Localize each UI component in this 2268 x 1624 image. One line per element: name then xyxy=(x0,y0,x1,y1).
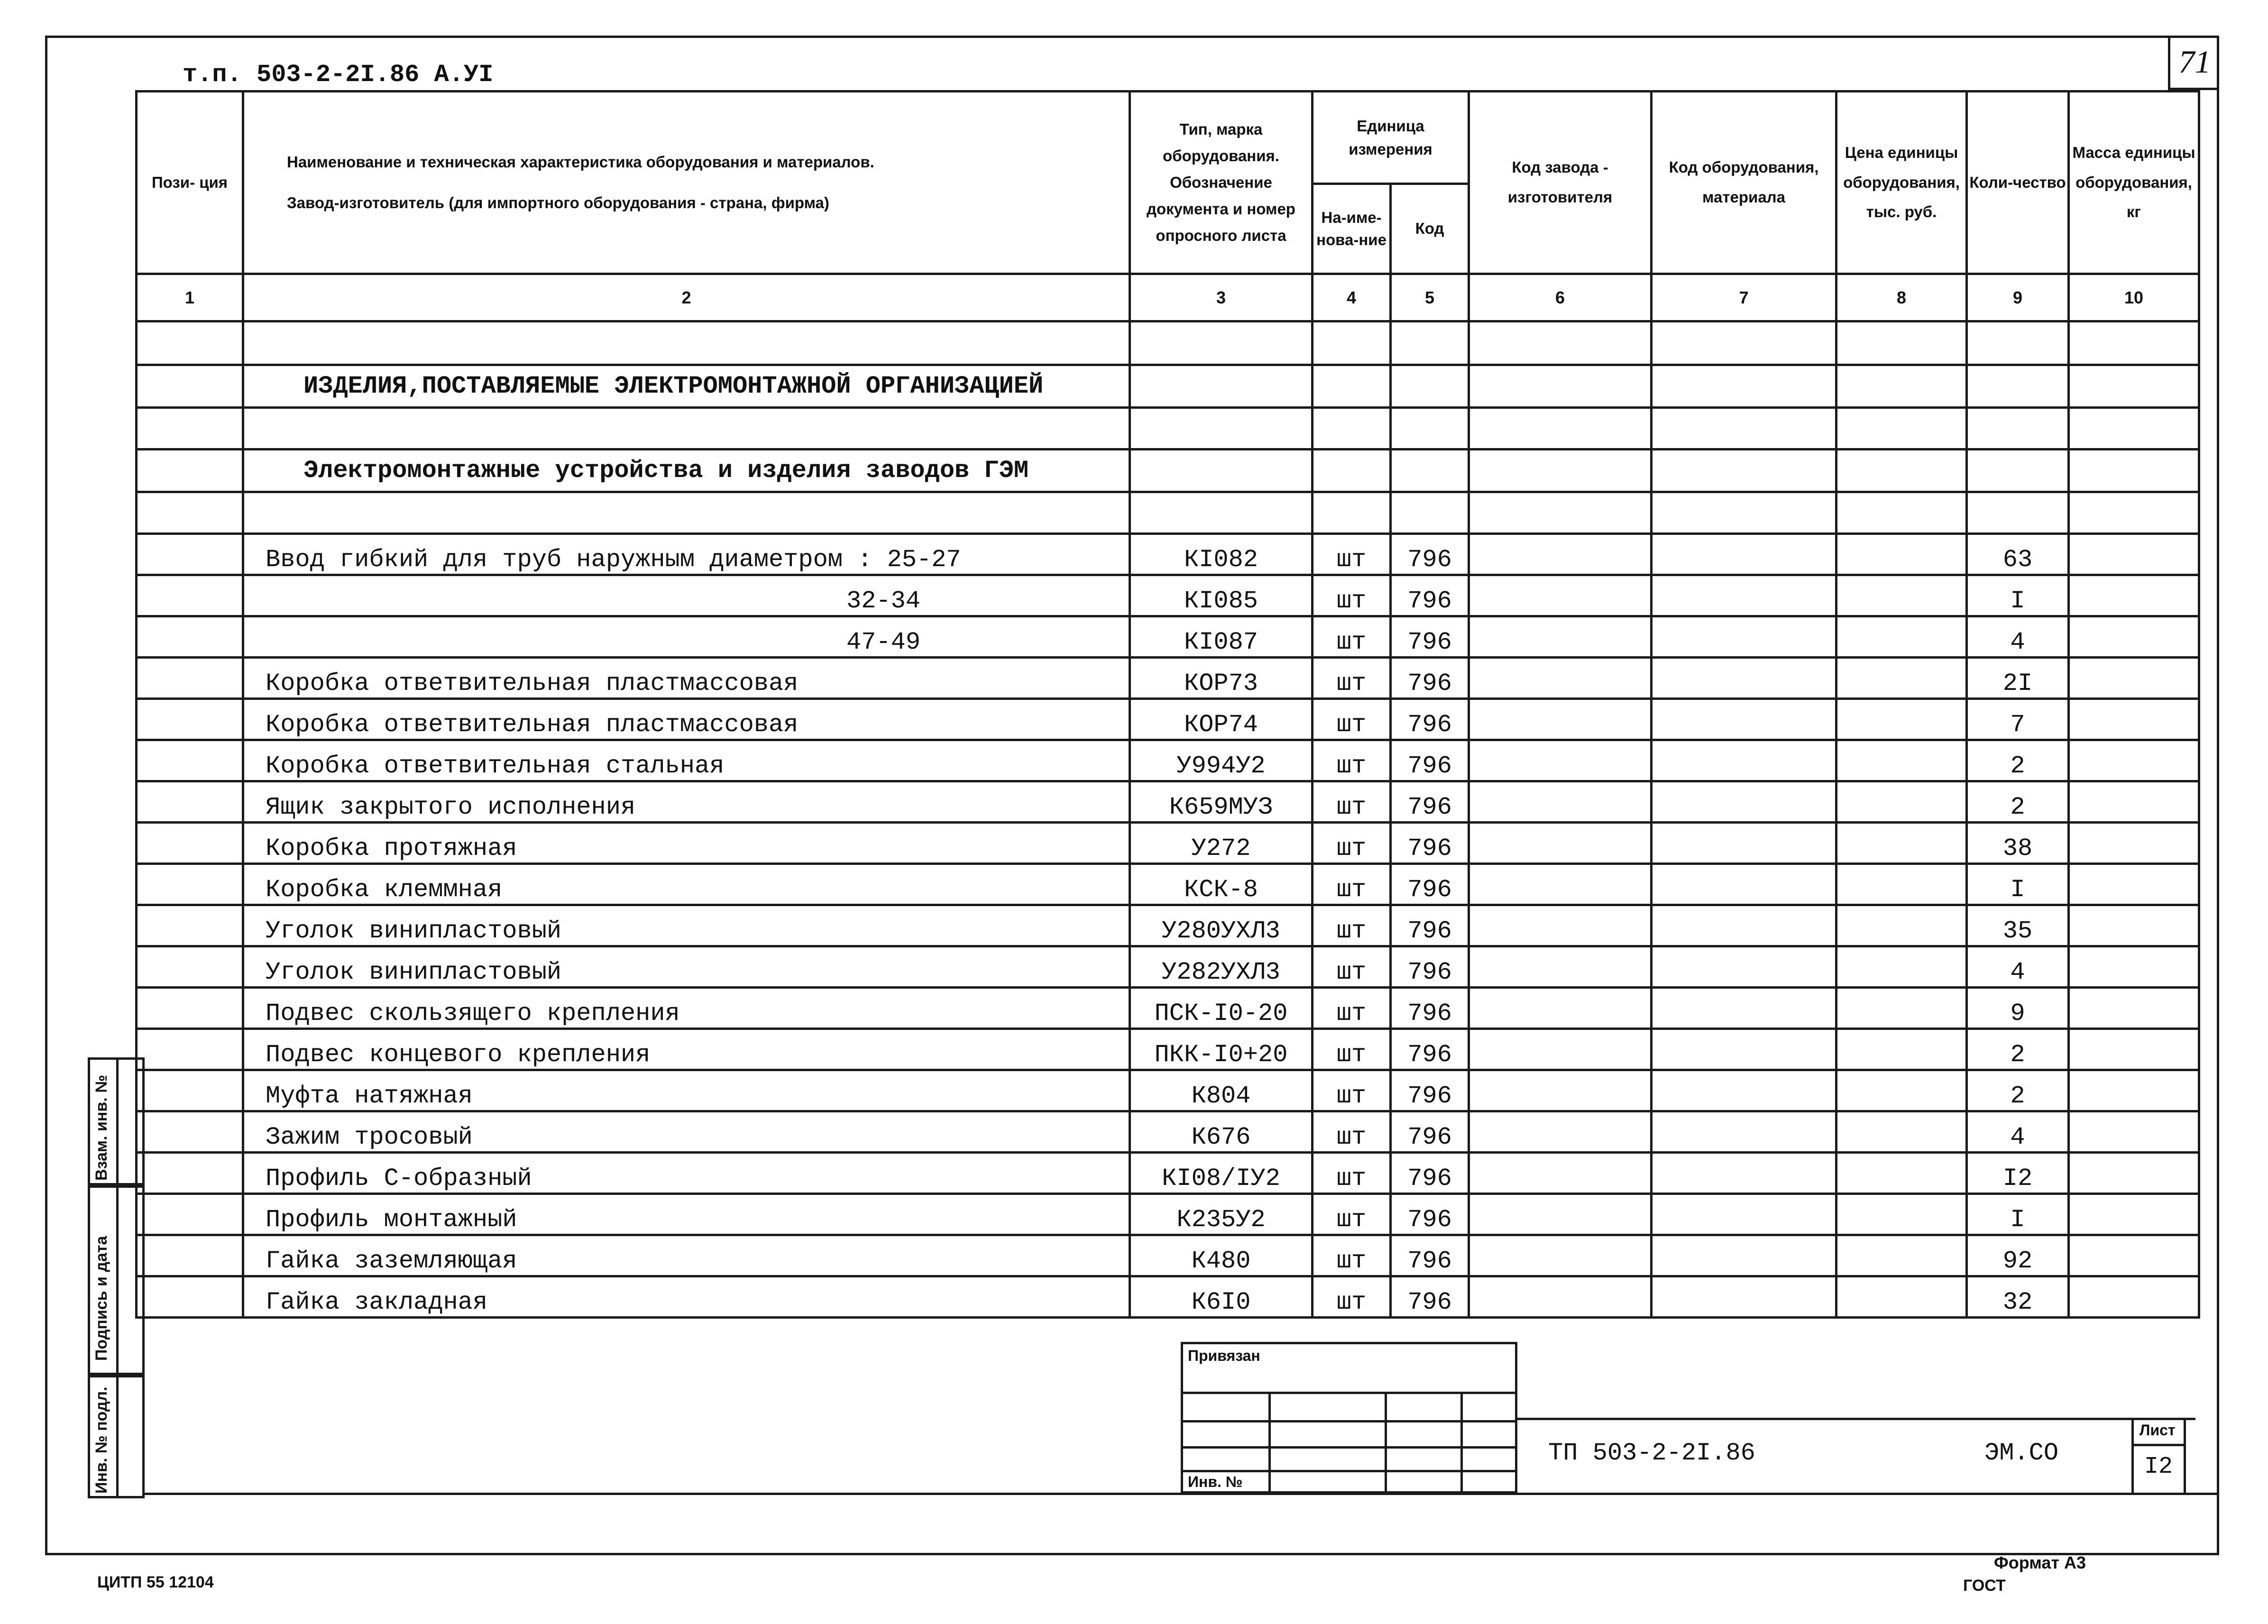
cell-pos xyxy=(137,1194,243,1235)
cell-mass xyxy=(2069,1235,2199,1276)
table-row xyxy=(137,1276,2199,1318)
table-row xyxy=(137,946,2199,988)
cell-code: 796 xyxy=(1391,658,1469,699)
cell-name: Гайка заземляющая xyxy=(243,1235,1130,1276)
cell-pos xyxy=(137,864,243,905)
cell-mass xyxy=(2069,946,2199,988)
table-row xyxy=(137,1153,2199,1194)
cell-price xyxy=(1836,658,1967,699)
privyazan-label: Привязан xyxy=(1188,1347,1260,1364)
cell-pos xyxy=(137,1029,243,1070)
cell-factory-code xyxy=(1469,658,1652,699)
col-header-price: Цена единицы оборудования, тыс. руб. xyxy=(1836,92,1967,274)
sheet-number: I2 xyxy=(2144,1453,2173,1480)
cell-mass xyxy=(2069,699,2199,740)
cell-unit: шт xyxy=(1313,823,1391,864)
cell-factory-code xyxy=(1469,1111,1652,1153)
blank-row xyxy=(137,321,2199,365)
inv-no-label: Инв. № xyxy=(1188,1473,1243,1490)
cell-name: Подвес концевого крепления xyxy=(243,1029,1130,1070)
table-row xyxy=(137,616,2199,658)
cell-factory-code xyxy=(1469,781,1652,823)
cell-qty: 2 xyxy=(1967,1029,2069,1070)
cell-code: 796 xyxy=(1391,864,1469,905)
table-row xyxy=(137,575,2199,616)
cell-price xyxy=(1836,1235,1967,1276)
cell-name: Коробка клеммная xyxy=(243,864,1130,905)
cell-code: 796 xyxy=(1391,1029,1469,1070)
cell-name: Уголок винипластовый xyxy=(243,946,1130,988)
drawing-code-header: т.п. 503-2-2I.86 А.УI xyxy=(183,61,494,89)
cell-type: К6I0 xyxy=(1130,1276,1313,1318)
cell-mass xyxy=(2069,534,2199,575)
section-title-row xyxy=(137,365,2199,408)
cell-qty: 2 xyxy=(1967,1070,2069,1111)
cell-pos xyxy=(137,1276,243,1318)
cell-type: КI08/IУ2 xyxy=(1130,1153,1313,1194)
cell-price xyxy=(1836,1070,1967,1111)
cell-qty: 9 xyxy=(1967,988,2069,1029)
cell-equip-code xyxy=(1652,699,1836,740)
cell-unit: шт xyxy=(1313,1194,1391,1235)
cell-unit: шт xyxy=(1313,658,1391,699)
cell-code: 796 xyxy=(1391,699,1469,740)
sheet-box xyxy=(2131,1418,2186,1494)
cell-name: 32-34 xyxy=(243,575,1130,616)
cell-factory-code xyxy=(1469,823,1652,864)
col-number: 6 xyxy=(1469,274,1652,321)
cell-price xyxy=(1836,905,1967,946)
cell-mass xyxy=(2069,905,2199,946)
cell-unit: шт xyxy=(1313,1029,1391,1070)
cell-mass xyxy=(2069,1276,2199,1318)
cell-type: КОР74 xyxy=(1130,699,1313,740)
cell-qty: 4 xyxy=(1967,946,2069,988)
column-numbers-row xyxy=(137,274,2199,321)
header-row-top xyxy=(137,92,2199,184)
cell-factory-code xyxy=(1469,905,1652,946)
table-row xyxy=(137,864,2199,905)
cell-pos xyxy=(137,616,243,658)
table-row xyxy=(137,823,2199,864)
cell-unit: шт xyxy=(1313,988,1391,1029)
cell-name: Муфта натяжная xyxy=(243,1070,1130,1111)
cell-type: КОР73 xyxy=(1130,658,1313,699)
cell-equip-code xyxy=(1652,1111,1836,1153)
cell-unit: шт xyxy=(1313,1111,1391,1153)
cell-type: КСК-8 xyxy=(1130,864,1313,905)
cell-type: КI085 xyxy=(1130,575,1313,616)
cell-unit: шт xyxy=(1313,575,1391,616)
cell-mass xyxy=(2069,575,2199,616)
cell-name: Коробка ответвительная пластмассовая xyxy=(243,699,1130,740)
cell-code: 796 xyxy=(1391,823,1469,864)
cell-factory-code xyxy=(1469,1153,1652,1194)
cell-equip-code xyxy=(1652,740,1836,781)
cell-qty: 2 xyxy=(1967,740,2069,781)
cell-mass xyxy=(2069,1153,2199,1194)
cell-pos xyxy=(137,905,243,946)
page-number-box xyxy=(2168,38,2219,90)
cell-factory-code xyxy=(1469,740,1652,781)
cell-price xyxy=(1836,1153,1967,1194)
cell-code: 796 xyxy=(1391,781,1469,823)
cell-mass xyxy=(2069,1070,2199,1111)
cell-code: 796 xyxy=(1391,616,1469,658)
privyazan-block xyxy=(1181,1342,1517,1494)
cell-type: КI082 xyxy=(1130,534,1313,575)
cell-equip-code xyxy=(1652,534,1836,575)
cell-qty: I2 xyxy=(1967,1153,2069,1194)
cell-name: Подвес скользящего крепления xyxy=(243,988,1130,1029)
cell-factory-code xyxy=(1469,699,1652,740)
cell-pos xyxy=(137,1235,243,1276)
cell-mass xyxy=(2069,616,2199,658)
cell-price xyxy=(1836,1194,1967,1235)
cell-code: 796 xyxy=(1391,1235,1469,1276)
cell-pos xyxy=(137,740,243,781)
cell-pos xyxy=(137,534,243,575)
cell-factory-code xyxy=(1469,1070,1652,1111)
cell-factory-code xyxy=(1469,864,1652,905)
cell-type: ПКК-I0+20 xyxy=(1130,1029,1313,1070)
cell-unit: шт xyxy=(1313,699,1391,740)
cell-mass xyxy=(2069,658,2199,699)
col-number: 10 xyxy=(2069,274,2199,321)
cell-price xyxy=(1836,864,1967,905)
cell-factory-code xyxy=(1469,988,1652,1029)
cell-unit: шт xyxy=(1313,781,1391,823)
cell-equip-code xyxy=(1652,946,1836,988)
cell-qty: 35 xyxy=(1967,905,2069,946)
cell-equip-code xyxy=(1652,1235,1836,1276)
cell-code: 796 xyxy=(1391,988,1469,1029)
cell-equip-code xyxy=(1652,864,1836,905)
cell-pos xyxy=(137,946,243,988)
cell-factory-code xyxy=(1469,1235,1652,1276)
cell-qty: I xyxy=(1967,864,2069,905)
table-row xyxy=(137,534,2199,575)
table-row xyxy=(137,781,2199,823)
cell-name: Уголок винипластовый xyxy=(243,905,1130,946)
cell-equip-code xyxy=(1652,1194,1836,1235)
cell-qty: 92 xyxy=(1967,1235,2069,1276)
cell-mass xyxy=(2069,1111,2199,1153)
cell-name: Зажим тросовый xyxy=(243,1111,1130,1153)
blank-row xyxy=(137,492,2199,534)
cell-type: ПСК-I0-20 xyxy=(1130,988,1313,1029)
cell-price xyxy=(1836,534,1967,575)
doc-mark: ЭМ.СО xyxy=(1984,1439,2059,1467)
cell-equip-code xyxy=(1652,1029,1836,1070)
cell-equip-code xyxy=(1652,616,1836,658)
col-header-mass: Масса единицы оборудования, кг xyxy=(2069,92,2199,274)
table-row xyxy=(137,905,2199,946)
cell-code: 796 xyxy=(1391,1070,1469,1111)
cell-name: Коробка ответвительная пластмассовая xyxy=(243,658,1130,699)
col-header-equip-code: Код оборудования, материала xyxy=(1652,92,1836,274)
cell-qty: 7 xyxy=(1967,699,2069,740)
cell-factory-code xyxy=(1469,616,1652,658)
cell-code: 796 xyxy=(1391,575,1469,616)
cell-price xyxy=(1836,575,1967,616)
table-row xyxy=(137,1029,2199,1070)
cell-unit: шт xyxy=(1313,1235,1391,1276)
cell-price xyxy=(1836,1029,1967,1070)
cell-mass xyxy=(2069,1029,2199,1070)
gost-label: ГОСТ xyxy=(1963,1577,2006,1594)
col-header-pos: Пози- ция xyxy=(137,92,243,274)
cell-qty: 63 xyxy=(1967,534,2069,575)
cell-mass xyxy=(2069,1194,2199,1235)
col-header-unit-name: На-име-нова-ние xyxy=(1313,184,1391,274)
col-number: 5 xyxy=(1391,274,1469,321)
cell-type: К804 xyxy=(1130,1070,1313,1111)
cell-unit: шт xyxy=(1313,946,1391,988)
cell-code: 796 xyxy=(1391,1153,1469,1194)
cell-type: К235У2 xyxy=(1130,1194,1313,1235)
cell-pos xyxy=(137,1111,243,1153)
subsection-title-row xyxy=(137,450,2199,492)
cell-mass xyxy=(2069,988,2199,1029)
cell-qty: 38 xyxy=(1967,823,2069,864)
cell-unit: шт xyxy=(1313,864,1391,905)
cell-factory-code xyxy=(1469,575,1652,616)
cell-mass xyxy=(2069,781,2199,823)
table-row xyxy=(137,1235,2199,1276)
page-number: 71 xyxy=(2178,44,2211,80)
cell-price xyxy=(1836,699,1967,740)
col-header-factory-code: Код завода - изготовителя xyxy=(1469,92,1652,274)
cell-name: Профиль монтажный xyxy=(243,1194,1130,1235)
cell-qty: I xyxy=(1967,575,2069,616)
col-number: 7 xyxy=(1652,274,1836,321)
cell-code: 796 xyxy=(1391,905,1469,946)
col-number: 3 xyxy=(1130,274,1313,321)
cell-name: Коробка протяжная xyxy=(243,823,1130,864)
cell-type: У280УХЛ3 xyxy=(1130,905,1313,946)
table-row xyxy=(137,1070,2199,1111)
cell-pos xyxy=(137,1070,243,1111)
col-header-qty: Коли-чество xyxy=(1967,92,2069,274)
cell-code: 796 xyxy=(1391,946,1469,988)
cell-code: 796 xyxy=(1391,534,1469,575)
table-row xyxy=(137,699,2199,740)
cell-qty: 2I xyxy=(1967,658,2069,699)
cell-pos xyxy=(137,781,243,823)
cell-equip-code xyxy=(1652,905,1836,946)
col-number: 1 xyxy=(137,274,243,321)
cell-price xyxy=(1836,946,1967,988)
cell-unit: шт xyxy=(1313,616,1391,658)
sheet-label: Лист xyxy=(2139,1422,2176,1439)
blank-row xyxy=(137,408,2199,450)
col-number: 9 xyxy=(1967,274,2069,321)
cell-type: У272 xyxy=(1130,823,1313,864)
cell-type: У994У2 xyxy=(1130,740,1313,781)
cell-qty: I xyxy=(1967,1194,2069,1235)
cell-equip-code xyxy=(1652,1070,1836,1111)
table-row xyxy=(137,740,2199,781)
cell-price xyxy=(1836,740,1967,781)
cell-qty: 2 xyxy=(1967,781,2069,823)
cell-type: К676 xyxy=(1130,1111,1313,1153)
section-title: ИЗДЕЛИЯ,ПОСТАВЛЯЕМЫЕ ЭЛЕКТРОМОНТАЖНОЙ ОРГАНИЗАЦИЕЙ xyxy=(243,365,1130,408)
table-row xyxy=(137,658,2199,699)
col-header-name: Наименование и техническая характеристика оборудования и материалов. Завод-изготовитель (для импортного оборудования - страна, фирма) xyxy=(243,92,1130,274)
cell-pos xyxy=(137,1153,243,1194)
cell-qty: 4 xyxy=(1967,1111,2069,1153)
cell-pos xyxy=(137,658,243,699)
cell-unit: шт xyxy=(1313,905,1391,946)
cell-name: Гайка закладная xyxy=(243,1276,1130,1318)
cell-equip-code xyxy=(1652,658,1836,699)
specification-table xyxy=(135,90,2200,1319)
col-header-unit-code: Код xyxy=(1391,184,1469,274)
cell-mass xyxy=(2069,740,2199,781)
cell-price xyxy=(1836,616,1967,658)
cell-equip-code xyxy=(1652,823,1836,864)
table-row xyxy=(137,1111,2199,1153)
cell-code: 796 xyxy=(1391,740,1469,781)
col-number: 4 xyxy=(1313,274,1391,321)
footer-code: ЦИТП 55 12104 xyxy=(97,1573,214,1591)
col-header-type: Тип, марка оборудования. Обозначение документа и номер опросного листа xyxy=(1130,92,1313,274)
cell-type: У282УХЛ3 xyxy=(1130,946,1313,988)
table-row xyxy=(137,1194,2199,1235)
cell-factory-code xyxy=(1469,534,1652,575)
cell-unit: шт xyxy=(1313,1153,1391,1194)
cell-factory-code xyxy=(1469,1276,1652,1318)
side-label-inv: Инв. № подл. xyxy=(92,1386,110,1494)
item-rows xyxy=(137,534,2199,1318)
cell-pos xyxy=(137,575,243,616)
cell-name: Коробка ответвительная стальная xyxy=(243,740,1130,781)
col-number: 8 xyxy=(1836,274,1967,321)
cell-equip-code xyxy=(1652,781,1836,823)
cell-unit: шт xyxy=(1313,534,1391,575)
cell-name: Ящик закрытого исполнения xyxy=(243,781,1130,823)
doc-code: ТП 503-2-2I.86 xyxy=(1548,1439,1755,1467)
cell-name: Ввод гибкий для труб наружным диаметром : 25-27 xyxy=(243,534,1130,575)
cell-pos xyxy=(137,988,243,1029)
cell-equip-code xyxy=(1652,575,1836,616)
cell-code: 796 xyxy=(1391,1111,1469,1153)
cell-price xyxy=(1836,823,1967,864)
cell-factory-code xyxy=(1469,946,1652,988)
cell-unit: шт xyxy=(1313,1276,1391,1318)
cell-type: К480 xyxy=(1130,1235,1313,1276)
table-row xyxy=(137,988,2199,1029)
cell-price xyxy=(1836,1276,1967,1318)
cell-price xyxy=(1836,1111,1967,1153)
cell-unit: шт xyxy=(1313,1070,1391,1111)
format-label: Формат А3 xyxy=(1994,1553,2086,1572)
cell-factory-code xyxy=(1469,1029,1652,1070)
cell-code: 796 xyxy=(1391,1276,1469,1318)
cell-type: К659МУЗ xyxy=(1130,781,1313,823)
cell-mass xyxy=(2069,823,2199,864)
side-label-sign: Подпись и дата xyxy=(92,1236,110,1361)
cell-name: 47-49 xyxy=(243,616,1130,658)
cell-qty: 32 xyxy=(1967,1276,2069,1318)
cell-factory-code xyxy=(1469,1194,1652,1235)
cell-type: КI087 xyxy=(1130,616,1313,658)
cell-price xyxy=(1836,781,1967,823)
cell-equip-code xyxy=(1652,988,1836,1029)
cell-price xyxy=(1836,988,1967,1029)
cell-equip-code xyxy=(1652,1276,1836,1318)
cell-pos xyxy=(137,823,243,864)
col-number: 2 xyxy=(243,274,1130,321)
side-label-vzam: Взам. инв. № xyxy=(92,1074,110,1181)
subsection-title: Электромонтажные устройства и изделия заводов ГЭМ xyxy=(243,450,1130,492)
cell-pos xyxy=(137,699,243,740)
cell-unit: шт xyxy=(1313,740,1391,781)
cell-mass xyxy=(2069,864,2199,905)
col-header-unit-group: Единица измерения xyxy=(1313,92,1469,184)
cell-name: Профиль С-образный xyxy=(243,1153,1130,1194)
cell-qty: 4 xyxy=(1967,616,2069,658)
cell-equip-code xyxy=(1652,1153,1836,1194)
cell-code: 796 xyxy=(1391,1194,1469,1235)
